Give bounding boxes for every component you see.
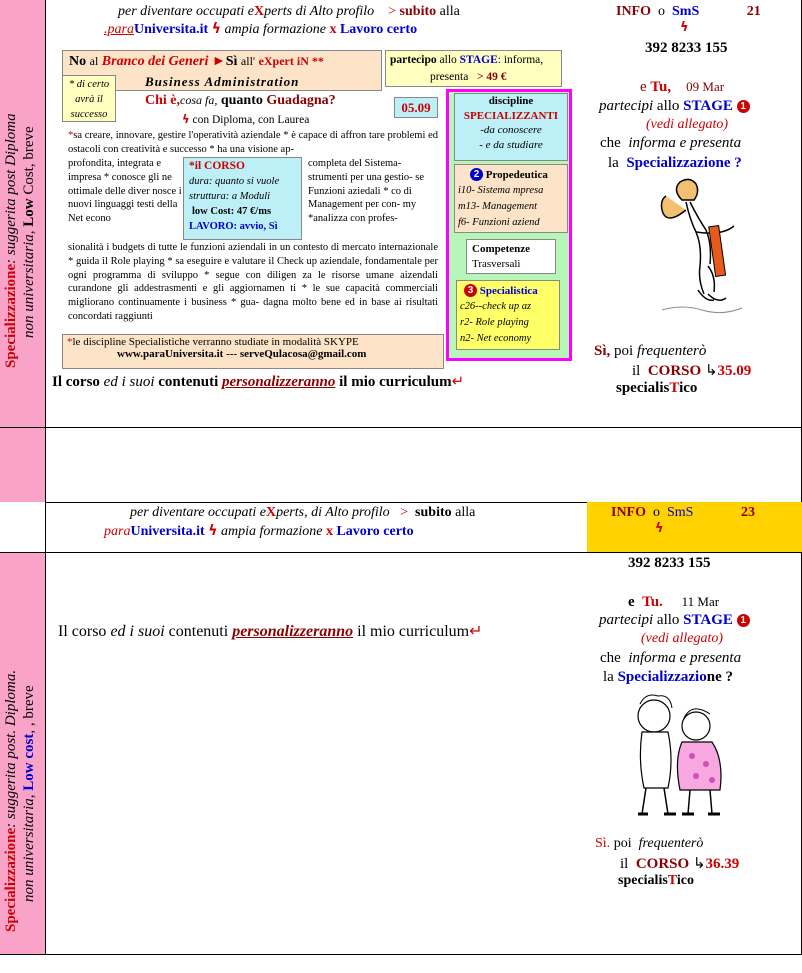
ad1-body-bottom: sionalità i budgets di tutte le funzioni aziendali in un contesto di mercato internazionale * guida il Role playing * sa eseguire e valutare il Check up aziendale, fondamentale per ogni programma di sviluppo * segue con diligen za le risorse umane aizendali curandone gli addestrasmenti e gli aggiornamen ti * le sue capacità commerciali migliorano continuamente i business * gua- dagna molto bene ed in base ai risultati concordati raggiunti bbox=[68, 242, 438, 322]
cartoon-couple-image bbox=[612, 690, 742, 820]
ad1-date-badge: 05.09 bbox=[394, 97, 438, 118]
ad1-spec-line: la Specializzazione ? bbox=[608, 155, 742, 171]
corner-arrow-icon: ↳ bbox=[692, 856, 706, 872]
ad1-question: Chi è,cosa fa, quanto Guadagna? bbox=[145, 93, 336, 108]
ad1-body-top: *sa creare, innovare, gestire l'operatività aziendale * è capace di affron tare problemi ed ostacoli con creatività e successo * ha una visione ap- bbox=[68, 130, 438, 155]
ad1-info-line: INFO o SmS 21 bbox=[616, 4, 761, 19]
grid-hline-3 bbox=[0, 552, 802, 553]
ad1-branco-box: No al Branco dei Generi ►Sì all' eXpert iN ** Business Administration bbox=[62, 50, 382, 91]
number-circle-icon: 1 bbox=[737, 100, 750, 113]
ad1-body-right: completa del Sistema- strumenti per una gestio- se Funzioni aziedali * co di Management per con- my *analizza con profes- bbox=[308, 158, 425, 225]
ad1-che-line: che informa e presenta bbox=[600, 135, 742, 151]
number-circle-icon: 2 bbox=[470, 168, 483, 181]
ad1-si-line: Sì, poi frequenterò bbox=[594, 343, 707, 359]
ad2-allegato: (vedi allegato) bbox=[641, 631, 724, 646]
lightning-icon: ϟ bbox=[208, 523, 218, 539]
ad2-partecipi-line: partecipi allo STAGE 1 bbox=[599, 612, 750, 629]
ad2-si-line: Sì. poi frequenterò bbox=[595, 836, 704, 851]
ad1-specialistica-box: 3 Specialistica c26--check up az r2- Role playing n2- Net economy bbox=[456, 280, 560, 350]
ad1-tu-line: e Tu, 09 Mar bbox=[640, 79, 725, 95]
ad1-header-line1: per diventare occupati eXperts di Alto profilo > subito alla bbox=[118, 4, 460, 19]
ad1-disciplines-title: discipline SPECIALIZZANTI -da conoscere - e da studiare bbox=[454, 93, 568, 161]
cartoon-climber-image bbox=[652, 170, 746, 320]
ad1-con-diploma: ϟ con Diploma, con Laurea bbox=[182, 112, 310, 126]
lightning-icon: ϟ bbox=[211, 21, 221, 37]
ad1-phone: 392 8233 155 bbox=[645, 40, 728, 56]
ad1-stage-box: partecipo allo STAGE: informa, presenta > 49 € bbox=[385, 50, 562, 87]
grid-vline-left bbox=[45, 0, 46, 955]
ad2-header-line1: per diventare occupati eXperts, di Alto profilo > subito alla bbox=[130, 505, 476, 520]
ad1-allegato: (vedi allegato) bbox=[646, 117, 729, 132]
lightning-icon: ϟ bbox=[182, 112, 190, 126]
ad1-propedeutica-box: 2 Propedeutica i10- Sistema mpresa m13- Management f6- Funzioni aziend bbox=[454, 164, 568, 233]
ad1-corso-box: *il CORSO dura: quanto si vuole struttura: a Moduli low Cost: 47 €/ms LAVORO: avvio, Sì bbox=[183, 157, 302, 240]
ad2-tu-line: e Tu. 11 Mar bbox=[628, 594, 720, 610]
sidebar-text-bottom: Specializzazione: suggerita post. Diploma. bbox=[3, 669, 19, 932]
ad2-specialistico: specialisTico bbox=[618, 873, 694, 888]
return-arrow-icon: ↵ bbox=[469, 623, 483, 640]
lightning-icon: ϟ bbox=[655, 521, 664, 536]
ad2-spec-line: la Specializzazione ? bbox=[603, 669, 733, 685]
ad2-curriculum: Il corso ed i suoi contenuti personalizzeranno il mio curriculum↵ bbox=[58, 623, 483, 640]
number-circle-icon: 3 bbox=[464, 284, 477, 297]
ad1-partecipi-line: partecipi allo STAGE 1 bbox=[599, 98, 750, 115]
ad1-header-line2: .paraUniversita.it ϟ ampia formazione x Lavoro certo bbox=[104, 21, 418, 37]
sidebar-text-top-2: non universitaria, Low Cost, breve bbox=[21, 126, 37, 338]
ad1-successo-box: * di certo avrà il successo bbox=[62, 75, 116, 122]
number-circle-icon: 1 bbox=[737, 614, 750, 627]
grid-hline-4 bbox=[0, 954, 802, 955]
ad2-phone: 392 8233 155 bbox=[628, 555, 711, 571]
sidebar-text-bottom-2: non universitaria, Low cost, , breve bbox=[21, 685, 37, 902]
ad1-competenze-box: Competenze Trasversali bbox=[466, 239, 556, 274]
grid-hline-1 bbox=[0, 427, 802, 428]
ad1-corso-line: il CORSO ↳35.09 bbox=[632, 363, 752, 379]
ad1-skype-box: *le discipline Specialistiche verranno studiate in modalità SKYPE www.paraUniversita.it --- serveQulacosa@gmail.com bbox=[62, 334, 444, 369]
ad2-che-line: che informa e presenta bbox=[600, 650, 742, 666]
ad1-curriculum: Il corso ed i suoi contenuti personalizzeranno il mio curriculum↵ bbox=[52, 374, 465, 390]
ad2-info-line: INFO o SmS 23 bbox=[611, 505, 755, 520]
sidebar-text-top: Specializzazione: suggerita post Diploma bbox=[3, 113, 19, 368]
ad2-corso-line: il CORSO ↳36.39 bbox=[620, 856, 740, 872]
sidebar-spacer bbox=[0, 427, 45, 502]
lightning-icon: ϟ bbox=[680, 20, 689, 35]
ad2-header-line2: paraUniversita.it ϟ ampia formazione x Lavoro certo bbox=[104, 523, 414, 539]
ad1-body-left: profondita, integrata e impresa * conosce gli ne ottimale delle diver nosce i nuovi linguaggi testi della Net econo bbox=[68, 158, 182, 225]
ad1-specialistico: specialisTico bbox=[616, 380, 698, 396]
corner-arrow-icon: ↳ bbox=[704, 363, 718, 379]
play-arrow-icon: ► bbox=[211, 54, 226, 69]
return-arrow-icon: ↵ bbox=[451, 374, 465, 390]
